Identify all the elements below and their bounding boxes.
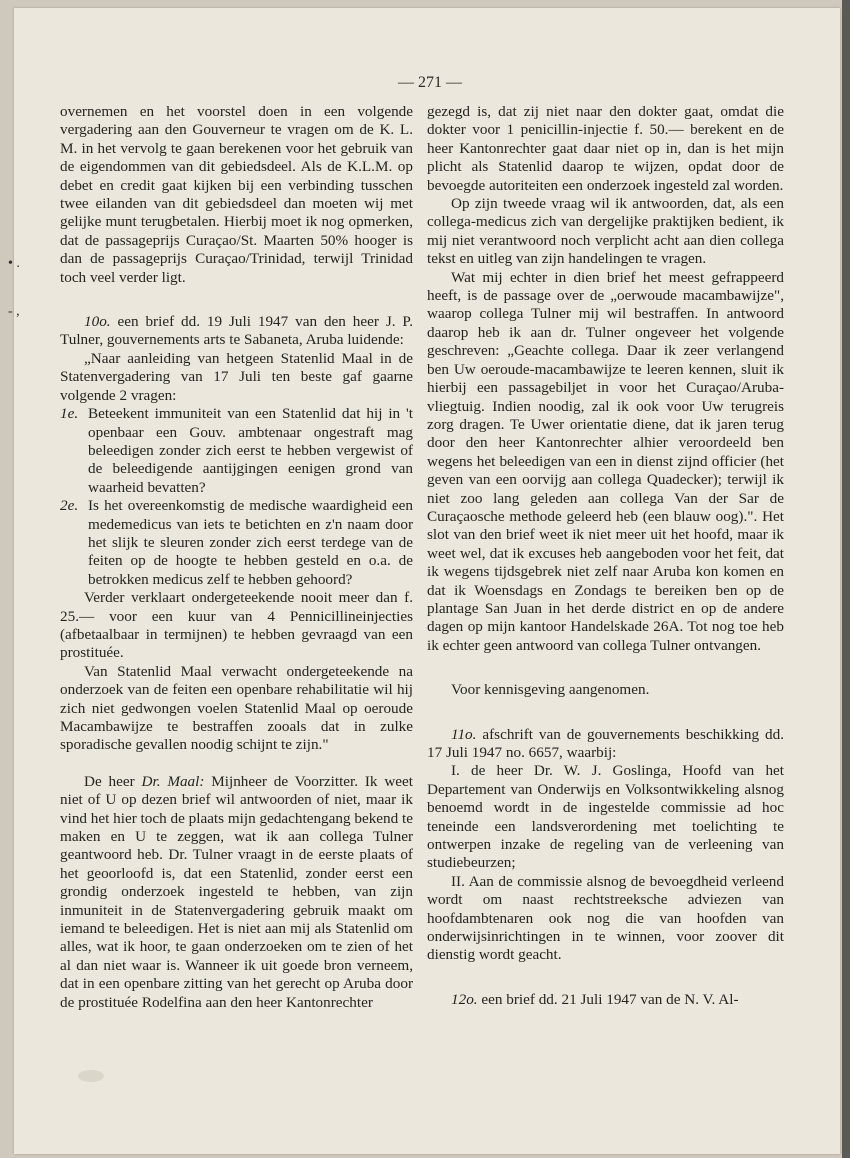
paragraph: gezegd is, dat zij niet naar den dokter gaat, omdat die dokter voor 1 penicillin-injectie f. 50.— berekent en de heer Kantonrechter gaat daar niet op in, dan is het mijn plicht als Statenlid daarop te wijzen, opdat door de bevoegde autoriteiten een onderzoek ingesteld zal worden.	[427, 103, 784, 194]
speaker-name: Dr. Maal:	[141, 772, 205, 790]
paragraph: I. de heer Dr. W. J. Goslinga, Hoofd van het Departement van Onderwijs en Volksontwikkeling alsnog benoemd wordt in de ingestelde commissie ad hoc teneinde een landsverordening met toelichting te ontwerpen inzake de regeling van de verleening van studiebeurzen;	[427, 762, 784, 872]
scan-edge	[842, 0, 850, 1158]
question-text: Is het overeenkomstig de medische waardigheid een medemedicus van iets te betichten en z'n naam door het slijk te sleuren zonder zich eerst terdege van de feiten op de hoogte te hebben gesteld en o.a. de betrokken medicus zelf te hebben gehoord?	[88, 497, 413, 588]
right-column	[427, 103, 784, 1009]
paragraph-text: een brief dd. 19 Juli 1947 van den heer J. P. Tulner, gouvernements arts te Sabaneta, Aruba luidende:	[60, 313, 413, 349]
paragraph: overnemen en het voorstel doen in een volgende vergadering aan den Gouverneur te vragen om de K. L. M. in het vervolg te gaan berekenen voor het gebruik van de eigendommen van dit gebiedsdeel. Als de K.L.M. op debet en credit gaat kijken bij een verbinding tusschen twee eilanden van dit gebiedsdeel dan moeten wij met gelijke munt terugbetalen. Hierbij moet ik nog opmerken, dat de passageprijs Curaçao/St. Maarten 50% hooger is dan de passageprijs Curaçao/Trinidad, terwijl Trinidad toch veel verder ligt.	[60, 103, 413, 286]
question-1	[60, 405, 413, 497]
item-number: 10o.	[84, 313, 111, 331]
paragraph: Wat mij echter in dien brief het meest gefrappeerd heeft, is de passage over de „oerwoude macambawijze", waarop collega Tulner mij wil bestraffen. In antwoord daarop heb ik aan dr. Tulner ongeveer het volgende geschreven: „Geachte collega. Daar ik zeer verlangend ben Uw oeroude-macambawijze te leeren kennen, sluit ik hierbij een passagebiljet in voor het Curaçao/Aruba-vliegtuig. Indien noodig, zal ik ook voor Uw terugreis zorg dragen. Te Uwer orientatie diene, dat ik jaren terug door den heer Kantonrechter alhier veroordeeld ben wegens het beleedigen van een in dienst zijnd officier (het geven van een oorvijg aan collega Quadecker); terwijl ik niet zoo lang geleden aan collega Van der Sar de Curaçaosche methode geleerd heb (een blauw oog).". Het slot van den brief weet ik niet meer uit het hoofd, maar ik weet wel, dat ik excuses heb aangeboden voor het feit, dat ik wegens tijdsgebrek niet zelf naar Aruba kon komen en dat ik Woensdags en Zondags te bereiken ben op de plantage San Juan in het derde district en op de andere dagen op mijn kantoor Handelskade 26A. Tot nog toe heb ik echter geen antwoord van collega Tulner ontvangen.	[427, 268, 784, 654]
paragraph: II. Aan de commissie alsnog de bevoegdheid verleend wordt om naast rechtstreeksche adviezen van hoofdambtenaren ook nog die van hoofden van onderwijsinrichtingen in te winnen, voor zoover dit dienstig wordt geacht.	[427, 872, 784, 964]
item-number: 11o.	[451, 725, 477, 743]
margin-mark: - ,	[8, 304, 20, 319]
page-number: — 271 —	[398, 74, 462, 91]
question-number: 2e.	[60, 497, 79, 515]
margin-mark: • .	[8, 256, 20, 271]
item-10-paragraph	[60, 313, 413, 350]
paragraph: Verder verklaart ondergeteekende nooit meer dan f. 25.— voor een kuur van 4 Pennicillineinjecties (afbetaalbaar in termijnen) te hebben gevraagd van een prostituée.	[60, 589, 413, 662]
scan-smudge	[78, 1070, 104, 1082]
paragraph-text: een brief dd. 21 Juli 1947 van de N. V. Al-	[477, 990, 739, 1008]
item-number: 12o.	[451, 990, 478, 1008]
speech-paragraph	[60, 773, 413, 1012]
speech-prefix: De heer	[84, 772, 142, 790]
item-11-paragraph	[427, 726, 784, 763]
notice-line: Voor kennisgeving aangenomen.	[451, 681, 650, 699]
paragraph-text: afschrift van de gouvernements beschikking dd. 17 Juli 1947 no. 6657, waarbij:	[427, 725, 784, 761]
paragraph: „Naar aanleiding van hetgeen Statenlid Maal in de Statenvergadering van 17 Juli ten beste gaf gaarne volgende 2 vragen:	[60, 349, 413, 404]
question-2	[60, 497, 413, 589]
left-column	[60, 103, 413, 1012]
question-text: Beteekent immuniteit van een Statenlid dat hij in 't openbaar een Gouv. ambtenaar ongestraft mag beleedigen zonder zich eerst te hebben vergewist of de beleedigende aantijgingen eenigen grond van waarheid bevatten?	[88, 405, 413, 496]
question-number: 1e.	[60, 405, 79, 423]
paragraph: Op zijn tweede vraag wil ik antwoorden, dat, als een collega-medicus zich van dergelijke praktijken bedient, ik mij niet verantwoord noch verplicht acht aan dien collega tekst en uitleg van zijn handelingen te vragen.	[427, 195, 784, 268]
item-12-paragraph	[427, 991, 784, 1009]
paragraph: Van Statenlid Maal verwacht ondergeteekende na onderzoek van de feiten een openbare rehabilitatie wil hij zich niet gedwongen voelen Statenlid Maal op oeroude Macambawijze te bestraffen zooals dat in zulke sporadische gevallen noodig schijnt te zijn."	[60, 662, 413, 754]
speech-text: Mijnheer de Voorzitter. Ik weet niet of U op dezen brief wil antwoorden of niet, maar ik vind het hier toch de plaats mijn gedachtengang bekend te maken en U te zeggen, wat ik aan collega Tulner geantwoord heb. Dr. Tulner vraagt in de eerste plaats of het geoorloofd is, dat een Statenlid, zonder eerst een grondig onderzoek ingesteld te hebben, van zijn inmuniteit in de Statenvergadering gebruik maakt om iemand te beleedigen. Het is niet aan mij als Statenlid om alles, wat ik hoor, te gaan onderzoeken om te zien of het al dan niet waar is. Wanneer ik uit goede bron verneem, dat in een openbare zitting van het gerecht op Aruba door de prostituée Rodelfina aan den heer Kantonrechter	[60, 772, 414, 1011]
